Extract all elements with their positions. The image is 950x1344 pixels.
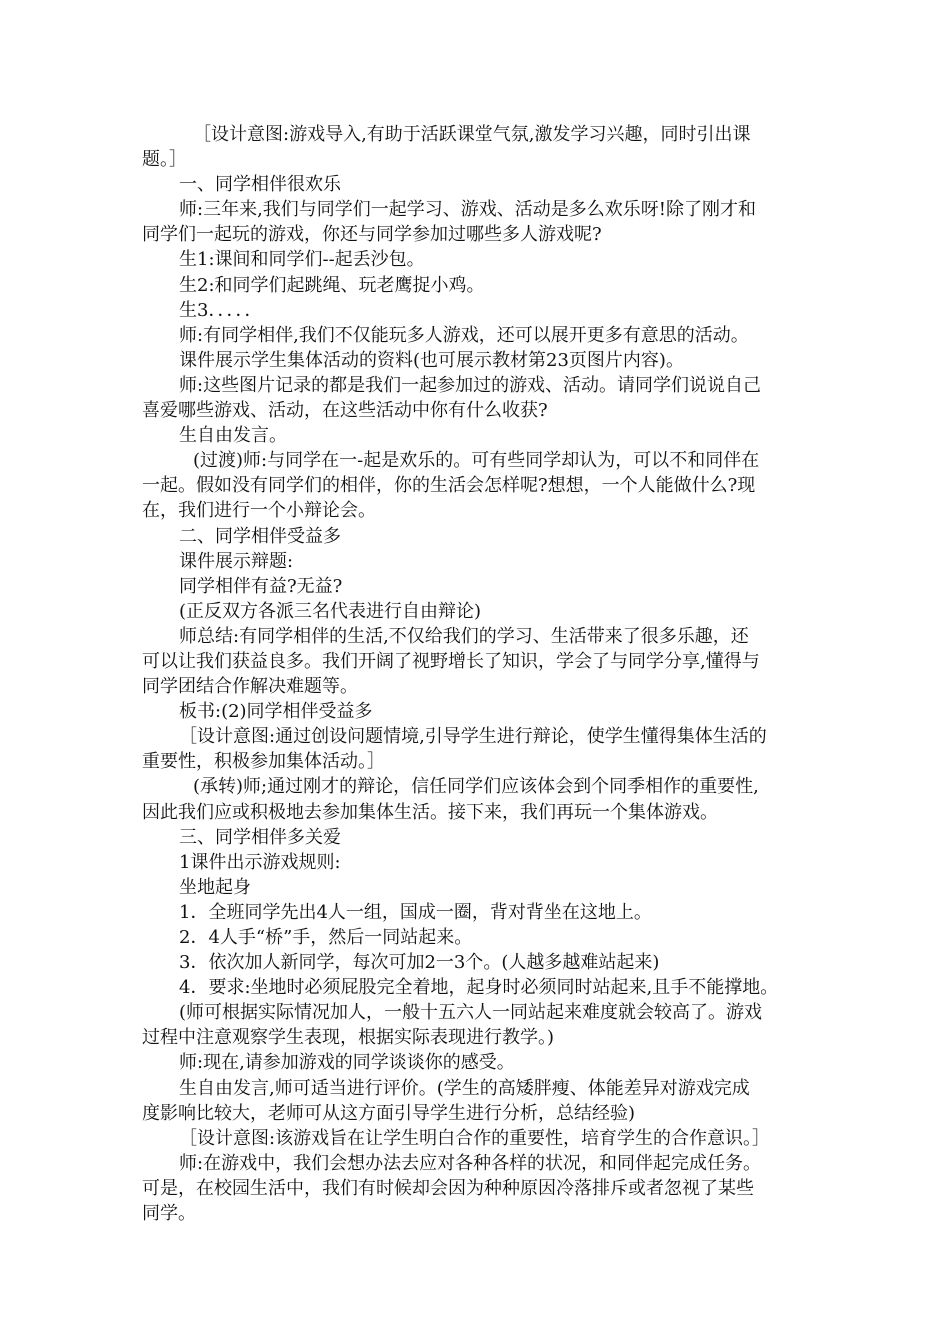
text-line: 1课件出示游戏规则:: [179, 851, 341, 873]
text-line: (师可根据实际情况加人，一般十五六人一同站起来难度就会较高了。游戏: [179, 1002, 763, 1024]
text-line: 生自由发言,师可适当进行评价。(学生的高矮胖瘦、体能差异对游戏完成: [179, 1077, 750, 1099]
text-line: 师:现在,请参加游戏的同学谈谈你的感受。: [179, 1052, 515, 1074]
section-heading-1: 一、同学相伴很欢乐: [179, 174, 341, 196]
text-line: 板书:(2)同学相伴受益多: [179, 701, 373, 723]
text-line: 过程中注意观察学生表现，根据实际表现进行教学。): [142, 1027, 555, 1049]
text-line: 同学们一起玩的游戏，你还与同学参加过哪些多人游戏呢?: [142, 224, 602, 246]
text-line: 师总结:有同学相伴的生活,不仅给我们的学习、生活带来了很多乐趣，还: [179, 625, 749, 647]
text-line: 课件展示辩题:: [179, 550, 294, 572]
text-line: 在，我们进行一个小辩论会。: [142, 500, 376, 522]
text-line: 同学团结合作解决难题等。: [142, 676, 358, 698]
list-item: 2．4人手“桥”手，然后一同站起来。: [179, 927, 473, 948]
design-intent-paragraph: ［设计意图:游戏导入,有助于活跃课堂气氛,激发学习兴趣，同时引出课: [193, 124, 751, 145]
text-line: 生自由发言。: [179, 425, 287, 447]
text-line: 可以让我们获益良多。我们开阔了视野增长了知识，学会了与同学分享,懂得与: [142, 650, 760, 672]
text-line: 因此我们应或积极地去参加集体生活。接下来，我们再玩一个集体游戏。: [142, 801, 718, 823]
text-line: 喜爱哪些游戏、活动，在这些活动中你有什么收获?: [142, 400, 548, 422]
list-item: 3．依次加人新同学，每次可加2一3个。(人越多越难站起来): [179, 952, 660, 974]
text-line: 师:有同学相伴,我们不仅能玩多人游戏，还可以展开更多有意思的活动。: [179, 324, 749, 346]
text-line: (过渡)师:与同学在一-起是欢乐的。可有些同学却认为，可以不和同伴在: [193, 450, 760, 472]
text-line: 生1:课间和同学们--起丢沙包。: [179, 249, 425, 271]
design-intent-paragraph: ［设计意图:通过创设问题情境,引导学生进行辩论，使学生懂得集体生活的: [179, 726, 767, 748]
text-line: 生2:和同学们起跳绳、玩老鹰捉小鸡。: [179, 274, 485, 296]
list-item: 1．全班同学先出4人一组，国成一圈，背对背坐在这地上。: [179, 901, 652, 923]
text-line: 一起。假如没有同学们的相伴，你的生活会怎样呢?想想，一个人能做什么?现: [142, 475, 756, 497]
text-line: 度影响比较大，老师可从这方面引导学生进行分析，总结经验): [142, 1102, 636, 1124]
section-heading-2: 二、同学相伴受益多: [179, 525, 341, 547]
design-intent-paragraph: ［设计意图:该游戏旨在让学生明白合作的重要性，培育学生的合作意识。］: [179, 1127, 771, 1149]
text-line: 课件展示学生集体活动的资料(也可展示教材第23页图片内容)。: [179, 349, 684, 371]
text-line: 同学。: [142, 1203, 196, 1225]
list-item: 4．要求:坐地时必须屁股完全着地，起身时必须同时站起来,且手不能撑地。: [179, 977, 779, 999]
text-line: 生3．．．．．: [179, 299, 263, 321]
text-line: 题。］: [142, 149, 187, 171]
game-title: 坐地起身: [179, 876, 251, 898]
text-line: 师:三年来,我们与同学们一起学习、游戏、活动是多么欢乐呀!除了刚才和: [179, 199, 757, 221]
text-line: 同学相伴有益?无益?: [179, 575, 343, 597]
document-body: [142, 122, 810, 1226]
section-heading-3: 三、同学相伴多关爱: [179, 826, 341, 848]
text-line: 师:这些图片记录的都是我们一起参加过的游戏、活动。请同学们说说自己: [179, 374, 762, 396]
text-line: 可是，在校园生活中，我们有时候却会因为种种原因冷落排斥或者忽视了某些: [142, 1177, 754, 1199]
text-line: 重要性，积极参加集体活动。］: [142, 751, 385, 773]
text-line: (承转)师;通过刚才的辩论，信任同学们应该体会到个同季相作的重要性,: [193, 776, 759, 798]
text-line: 师:在游戏中，我们会想办法去应对各种各样的状况，和同伴起完成任务。: [179, 1152, 762, 1174]
text-line: (正反双方各派三名代表进行自由辩论): [179, 600, 482, 622]
